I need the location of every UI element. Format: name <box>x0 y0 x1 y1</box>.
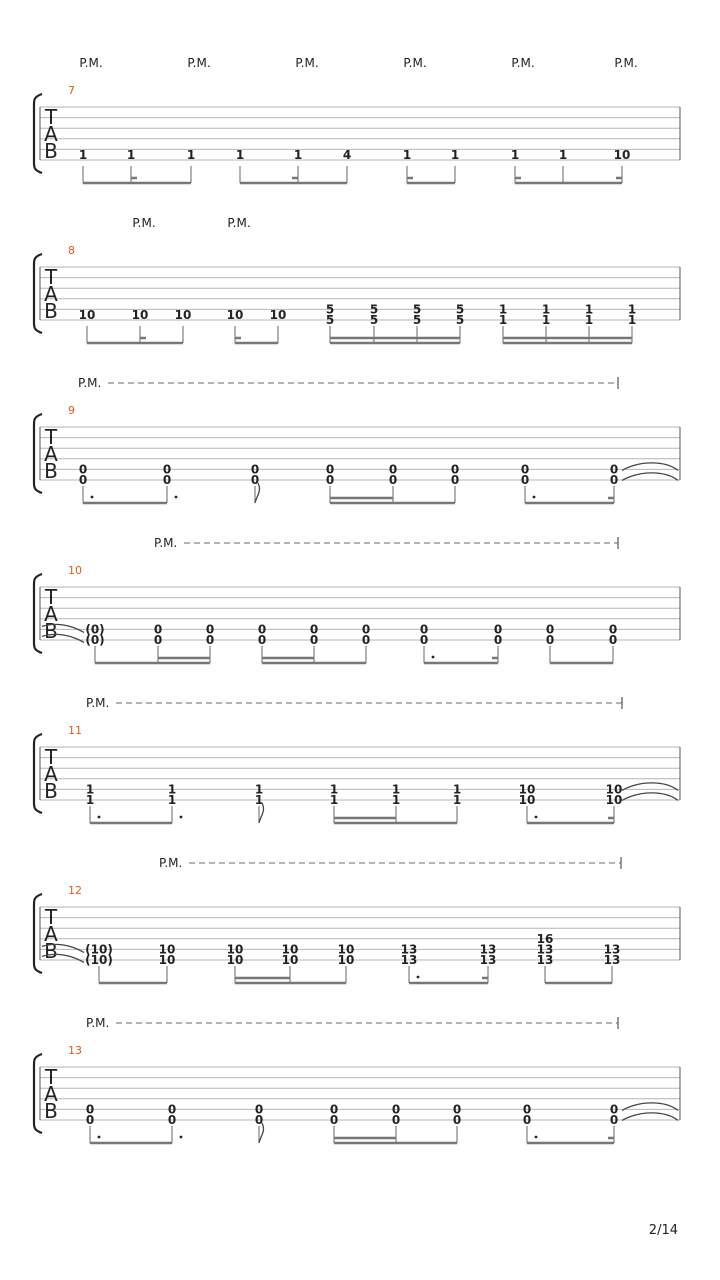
tab-note <box>86 782 94 823</box>
tab-system <box>34 696 680 823</box>
tab-note <box>604 942 621 983</box>
fret-number: 13 <box>603 953 621 967</box>
fret-number: 1 <box>78 148 88 162</box>
fret-number: 5 <box>369 313 379 327</box>
tab-clef-letter: A <box>44 762 58 786</box>
rhythm-dot <box>175 496 178 499</box>
fret-number: 0 <box>250 462 260 477</box>
measure-number: 8 <box>68 244 75 257</box>
fret-number: 1 <box>391 782 401 797</box>
fret-number: 0 <box>153 633 163 647</box>
system-bracket <box>34 574 42 653</box>
fret-number: 10 <box>226 953 244 967</box>
fret-number: 0 <box>388 462 398 477</box>
fret-number: 1 <box>293 148 303 162</box>
fret-number: 1 <box>402 148 412 162</box>
fret-number: 10 <box>78 308 96 322</box>
fret-number: 0 <box>391 1113 401 1127</box>
palm-mute-label: P.M. <box>403 56 427 70</box>
system-bracket <box>34 254 42 333</box>
fret-number: 0 <box>329 1113 339 1127</box>
fret-number: 1 <box>498 313 508 327</box>
fret-number: 0 <box>325 473 335 487</box>
fret-number: (10) <box>85 953 113 967</box>
fret-number: 0 <box>608 633 618 647</box>
fret-number: 1 <box>254 782 264 797</box>
fret-number: 1 <box>558 148 568 162</box>
tab-note <box>168 782 176 823</box>
tab-note <box>546 622 554 663</box>
palm-mute-label: P.M. <box>159 856 183 870</box>
fret-number: 10 <box>337 942 355 957</box>
fret-number: 1 <box>85 793 95 807</box>
fret-number: 10 <box>518 782 536 797</box>
fret-number: 0 <box>520 462 530 477</box>
tab-clef-letter: A <box>44 122 58 146</box>
tab-clef-letter: B <box>44 139 58 163</box>
tab-note <box>420 622 428 663</box>
tab-note <box>251 462 259 503</box>
fret-number: 10 <box>281 942 299 957</box>
palm-mute-label: P.M. <box>614 56 638 70</box>
fret-number: 5 <box>412 313 422 327</box>
fret-number: 0 <box>309 633 319 647</box>
fret-number: 1 <box>452 793 462 807</box>
tab-note <box>362 622 370 663</box>
fret-number: 1 <box>126 148 136 162</box>
fret-number: 10 <box>226 942 244 957</box>
measure-number: 7 <box>68 84 75 97</box>
fret-number: 13 <box>400 942 418 957</box>
fret-number: 1 <box>510 148 520 162</box>
fret-number: 0 <box>522 1102 532 1117</box>
rhythm-dot <box>535 1136 538 1139</box>
page-number: 2/14 <box>648 1223 678 1238</box>
fret-number: 0 <box>329 1102 339 1117</box>
rhythm-dot <box>91 496 94 499</box>
rhythm-dot <box>98 816 101 819</box>
tab-note <box>519 782 536 823</box>
system-bracket <box>34 94 42 173</box>
system-bracket <box>34 1054 42 1133</box>
tab-clef-letter: A <box>44 922 58 946</box>
palm-mute-label: P.M. <box>511 56 535 70</box>
fret-number: 0 <box>254 1113 264 1127</box>
palm-mute-label: P.M. <box>86 1016 110 1030</box>
tab-note <box>401 942 418 983</box>
fret-number: 0 <box>388 473 398 487</box>
fret-number: 0 <box>450 462 460 477</box>
fret-number: 0 <box>250 473 260 487</box>
fret-number: 0 <box>153 622 163 637</box>
fret-number: 0 <box>493 633 503 647</box>
tab-clef-letter: T <box>44 1065 58 1089</box>
tab-note <box>187 148 195 183</box>
fret-number: 4 <box>342 148 352 162</box>
rhythm-dot <box>180 816 183 819</box>
tab-note <box>338 942 355 983</box>
fret-number: 10 <box>605 782 623 797</box>
tab-note <box>85 622 104 663</box>
tab-note <box>451 148 459 183</box>
fret-number: 1 <box>167 793 177 807</box>
fret-number: 0 <box>85 1102 95 1117</box>
fret-number: 0 <box>205 622 215 637</box>
fret-number: 0 <box>450 473 460 487</box>
tab-system <box>34 376 680 503</box>
fret-number: 0 <box>609 473 619 487</box>
system-bracket <box>34 894 42 973</box>
tab-clef-letter: T <box>44 585 58 609</box>
fret-number: 0 <box>257 633 267 647</box>
palm-mute-label: P.M. <box>79 56 103 70</box>
fret-number: 1 <box>167 782 177 797</box>
fret-number: 0 <box>609 1102 619 1117</box>
tab-note <box>159 942 176 983</box>
tie-out <box>622 793 678 801</box>
tab-note <box>453 1102 461 1143</box>
tab-clef-letter: B <box>44 1099 58 1123</box>
tab-note <box>79 148 87 183</box>
tab-note <box>86 1102 94 1143</box>
fret-number: (10) <box>85 942 113 957</box>
tab-note <box>451 462 459 503</box>
measure-number: 13 <box>68 1044 82 1057</box>
fret-number: 0 <box>452 1102 462 1117</box>
tab-clef-letter: A <box>44 602 58 626</box>
fret-number: 0 <box>162 462 172 477</box>
fret-number: 13 <box>400 953 418 967</box>
palm-mute-label: P.M. <box>86 696 110 710</box>
fret-number: 0 <box>609 1113 619 1127</box>
fret-number: 1 <box>235 148 245 162</box>
tab-system <box>34 856 680 983</box>
tab-clef-letter: A <box>44 282 58 306</box>
tab-note <box>521 462 529 503</box>
tab-note <box>236 148 244 183</box>
fret-number: 1 <box>186 148 196 162</box>
fret-number: 10 <box>605 793 623 807</box>
fret-number: 10 <box>613 148 631 162</box>
fret-number: 13 <box>479 942 497 957</box>
fret-number: 1 <box>627 302 637 317</box>
fret-number: 0 <box>452 1113 462 1127</box>
fret-number: 5 <box>455 313 465 327</box>
tab-note <box>79 462 87 503</box>
fret-number: 1 <box>498 302 508 317</box>
fret-number: 0 <box>522 1113 532 1127</box>
fret-number: 5 <box>325 313 335 327</box>
rhythm-dot <box>533 496 536 499</box>
fret-number: 0 <box>257 622 267 637</box>
tie-out <box>622 1113 678 1121</box>
fret-number: 0 <box>309 622 319 637</box>
fret-number: 1 <box>254 793 264 807</box>
tab-system <box>34 1016 680 1143</box>
fret-number: 0 <box>391 1102 401 1117</box>
palm-mute-label: P.M. <box>132 216 156 230</box>
fret-number: 1 <box>584 313 594 327</box>
fret-number: 13 <box>603 942 621 957</box>
fret-number: 16 <box>536 931 554 946</box>
tie-out <box>622 473 678 481</box>
fret-number: 0 <box>361 622 371 637</box>
fret-number: 0 <box>545 633 555 647</box>
tab-note <box>175 308 192 343</box>
palm-mute-label: P.M. <box>295 56 319 70</box>
fret-number: (0) <box>85 633 105 647</box>
palm-mute-label: P.M. <box>154 536 178 550</box>
fret-number: 10 <box>174 308 192 322</box>
fret-number: 1 <box>329 782 339 797</box>
measure-number: 11 <box>68 724 82 737</box>
rhythm-dot <box>180 1136 183 1139</box>
tab-clef-letter: B <box>44 459 58 483</box>
fret-number: 10 <box>269 308 287 322</box>
tab-note <box>609 622 617 663</box>
tab-system <box>34 56 680 183</box>
fret-number: 0 <box>609 462 619 477</box>
tab-note <box>270 308 287 343</box>
fret-number: 0 <box>167 1102 177 1117</box>
fret-number: 1 <box>85 782 95 797</box>
measure-number: 9 <box>68 404 75 417</box>
tab-clef-letter: T <box>44 265 58 289</box>
tab-system <box>34 536 680 663</box>
palm-mute-label: P.M. <box>227 216 251 230</box>
tab-note <box>79 308 96 343</box>
fret-number: (0) <box>85 622 105 637</box>
fret-number: 0 <box>325 462 335 477</box>
fret-number: 1 <box>450 148 460 162</box>
fret-number: 10 <box>158 942 176 957</box>
tab-note <box>255 782 263 823</box>
tab-clef-letter: B <box>44 619 58 643</box>
tab-note <box>163 462 171 503</box>
fret-number: 1 <box>584 302 594 317</box>
tab-note <box>255 1102 263 1143</box>
fret-number: 0 <box>493 622 503 637</box>
fret-number: 10 <box>281 953 299 967</box>
fret-number: 5 <box>455 302 465 317</box>
fret-number: 1 <box>329 793 339 807</box>
fret-number: 0 <box>361 633 371 647</box>
fret-number: 0 <box>254 1102 264 1117</box>
tab-clef-letter: T <box>44 745 58 769</box>
fret-number: 0 <box>419 633 429 647</box>
tab-clef-letter: B <box>44 779 58 803</box>
fret-number: 0 <box>608 622 618 637</box>
measure-number: 10 <box>68 564 82 577</box>
fret-number: 1 <box>541 302 551 317</box>
fret-number: 13 <box>479 953 497 967</box>
fret-number: 0 <box>78 473 88 487</box>
tab-note <box>559 148 567 183</box>
fret-number: 5 <box>325 302 335 317</box>
fret-number: 0 <box>545 622 555 637</box>
palm-mute-label: P.M. <box>187 56 211 70</box>
tab-note <box>168 1102 176 1143</box>
fret-number: 0 <box>85 1113 95 1127</box>
fret-number: 0 <box>520 473 530 487</box>
fret-number: 10 <box>518 793 536 807</box>
tab-note <box>85 942 113 983</box>
system-bracket <box>34 414 42 493</box>
tab-clef-letter: A <box>44 1082 58 1106</box>
fret-number: 0 <box>167 1113 177 1127</box>
tab-clef-letter: T <box>44 905 58 929</box>
fret-number: 0 <box>205 633 215 647</box>
fret-number: 10 <box>131 308 149 322</box>
tab-note <box>537 932 554 983</box>
fret-number: 0 <box>419 622 429 637</box>
fret-number: 0 <box>162 473 172 487</box>
fret-number: 1 <box>391 793 401 807</box>
fret-number: 5 <box>369 302 379 317</box>
rhythm-dot <box>535 816 538 819</box>
fret-number: 13 <box>536 942 554 957</box>
fret-number: 10 <box>226 308 244 322</box>
rhythm-dot <box>98 1136 101 1139</box>
fret-number: 5 <box>412 302 422 317</box>
rhythm-dot <box>417 976 420 979</box>
tab-clef-letter: T <box>44 105 58 129</box>
tab-note <box>453 782 461 823</box>
tab-note <box>343 148 351 183</box>
palm-mute-label: P.M. <box>78 376 102 390</box>
fret-number: 10 <box>337 953 355 967</box>
tab-note <box>523 1102 531 1143</box>
rhythm-dot <box>432 656 435 659</box>
fret-number: 1 <box>452 782 462 797</box>
tab-system <box>34 216 680 343</box>
tab-clef-letter: A <box>44 442 58 466</box>
fret-number: 1 <box>627 313 637 327</box>
fret-number: 13 <box>536 953 554 967</box>
system-bracket <box>34 734 42 813</box>
fret-number: 0 <box>78 462 88 477</box>
tab-clef-letter: B <box>44 299 58 323</box>
fret-number: 1 <box>541 313 551 327</box>
fret-number: 10 <box>158 953 176 967</box>
tab-clef-letter: B <box>44 939 58 963</box>
tab-clef-letter: T <box>44 425 58 449</box>
measure-number: 12 <box>68 884 82 897</box>
